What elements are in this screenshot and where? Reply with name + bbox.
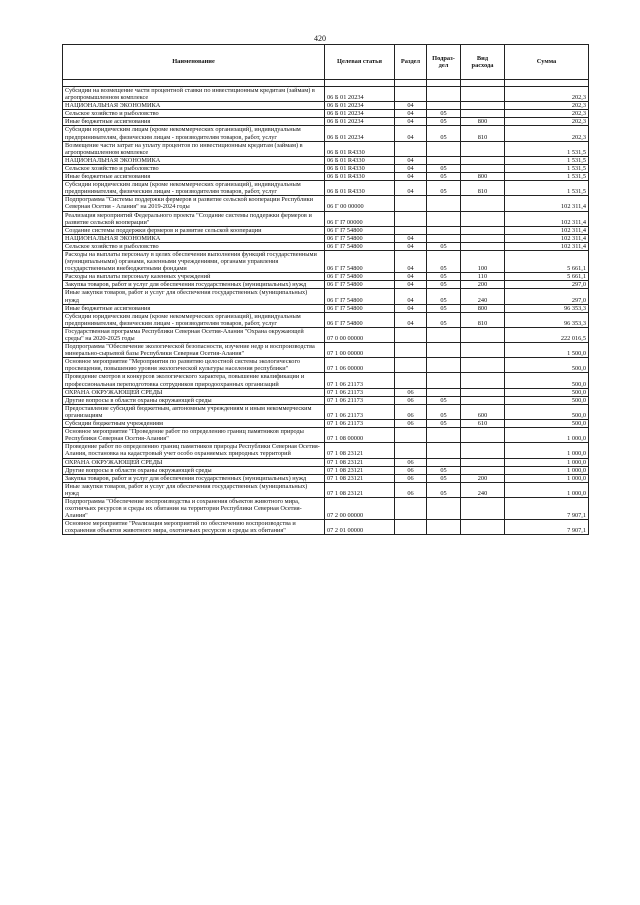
table-row [63, 304, 589, 312]
row-subsection [427, 358, 461, 373]
row-sum: 1 531,5 [505, 181, 589, 196]
row-sum: 5 661,1 [505, 250, 589, 272]
row-type [461, 388, 505, 396]
row-sum: 500,0 [505, 388, 589, 396]
row-section: 04 [395, 281, 427, 289]
row-type [461, 373, 505, 388]
row-sum: 102 311,4 [505, 211, 589, 226]
row-code: 06 Г I7 54800 [325, 250, 395, 272]
row-subsection [427, 156, 461, 164]
row-sum: 1 531,5 [505, 164, 589, 172]
row-sum: 102 311,4 [505, 196, 589, 211]
row-type: 810 [461, 181, 505, 196]
table-row [63, 242, 589, 250]
col-header-subsection: Подраз- дел [427, 45, 461, 80]
row-type [461, 234, 505, 242]
table-row [63, 343, 589, 358]
row-subsection [427, 327, 461, 342]
row-code: 07 1 08 23121 [325, 474, 395, 482]
row-subsection [427, 226, 461, 234]
row-name: Подпрограмма "Обеспечение воспроизводства и сохранения объектов животного мира, охотничьих ресурсов и среды их обитания на территории Республики Северная Осетия-Алания" [63, 497, 325, 519]
row-section [395, 520, 427, 535]
row-name: Закупка товаров, работ и услуг для обеспечения государственных (муниципальных) нужд [63, 474, 325, 482]
row-type [461, 102, 505, 110]
row-sum: 1 000,0 [505, 428, 589, 443]
table-row [63, 181, 589, 196]
col-header-type: Вид расхода [461, 45, 505, 80]
col-header-name: Наименование [63, 45, 325, 80]
row-type: 240 [461, 289, 505, 304]
row-section: 04 [395, 164, 427, 172]
row-section: 04 [395, 181, 427, 196]
row-subsection [427, 102, 461, 110]
row-code: 06 Г I7 00000 [325, 211, 395, 226]
row-type [461, 156, 505, 164]
row-name: Субсидии юридическим лицам (кроме некоммерческих организаций), индивидуальным предпринимателям, физическим лицам - производителям товаров, работ, услуг [63, 181, 325, 196]
table-row [63, 458, 589, 466]
row-name: Государственная программа Республики Северная Осетия-Алания "Охрана окружающей среды" на 2020-2025 годы [63, 327, 325, 342]
row-section [395, 87, 427, 102]
row-sum: 500,0 [505, 358, 589, 373]
header-row [63, 45, 589, 80]
row-code: 07 1 06 21173 [325, 388, 395, 396]
row-sum: 202,3 [505, 118, 589, 126]
table-row [63, 156, 589, 164]
row-type [461, 458, 505, 466]
row-subsection [427, 373, 461, 388]
row-section: 04 [395, 102, 427, 110]
row-section: 04 [395, 250, 427, 272]
row-subsection [427, 388, 461, 396]
row-subsection [427, 343, 461, 358]
row-sum: 7 907,1 [505, 520, 589, 535]
row-name: Создание системы поддержки фермеров и развитие сельской кооперации [63, 226, 325, 234]
row-section: 04 [395, 156, 427, 164]
row-section [395, 428, 427, 443]
row-name: Подпрограмма "Обеспечение экологической безопасности, изучение недр и воспроизводства минерально-сырьевой базы Республики Северная Осетия-Алания" [63, 343, 325, 358]
table-row [63, 420, 589, 428]
row-sum: 297,0 [505, 289, 589, 304]
row-code: 06 Б 01 20234 [325, 87, 395, 102]
row-subsection: 05 [427, 474, 461, 482]
row-name: Иные бюджетные ассигнования [63, 118, 325, 126]
row-subsection [427, 141, 461, 156]
row-name: Сельское хозяйство и рыболовство [63, 164, 325, 172]
row-type [461, 443, 505, 458]
row-code: 07 1 08 23121 [325, 443, 395, 458]
row-type: 110 [461, 273, 505, 281]
row-sum: 1 000,0 [505, 474, 589, 482]
row-code: 06 Г I7 54800 [325, 281, 395, 289]
row-sum: 202,3 [505, 126, 589, 141]
row-type [461, 520, 505, 535]
table-row [63, 474, 589, 482]
table-row [63, 102, 589, 110]
row-name: Иные закупки товаров, работ и услуг для обеспечения государственных (муниципальных) нужд [63, 289, 325, 304]
row-subsection: 05 [427, 482, 461, 497]
table-row [63, 327, 589, 342]
table-row [63, 388, 589, 396]
col-header-section: Раздел [395, 45, 427, 80]
table-row [63, 497, 589, 519]
row-section [395, 497, 427, 519]
row-subsection: 05 [427, 273, 461, 281]
row-code: 07 1 08 00000 [325, 428, 395, 443]
row-section: 04 [395, 110, 427, 118]
row-subsection [427, 520, 461, 535]
row-name: Предоставление субсидий бюджетным, автономным учреждениям и иным некоммерческим организациям [63, 404, 325, 419]
row-section [395, 373, 427, 388]
row-sum: 96 353,3 [505, 312, 589, 327]
row-code: 06 Б 01 20234 [325, 126, 395, 141]
page-number: 420 [314, 34, 326, 43]
row-name: ОХРАНА ОКРУЖАЮЩЕЙ СРЕДЫ [63, 458, 325, 466]
row-type: 100 [461, 250, 505, 272]
row-name: Субсидии на возмещение части процентной ставки по инвестиционным кредитам (займам) в агропромышленном комплексе [63, 87, 325, 102]
row-section [395, 141, 427, 156]
row-sum: 202,3 [505, 110, 589, 118]
row-code: 07 1 06 21173 [325, 396, 395, 404]
row-name: Проведение работ по определению границ памятников природы Республики Северная Осетия-Алания, постановка на кадастровый учет особо охраняемых природных территорий [63, 443, 325, 458]
row-name: Основное мероприятие "Мероприятия по развитию целостной системы экологического просвещения, повышению уровня экологической культуры населения республики" [63, 358, 325, 373]
col-header-sum: Сумма [505, 45, 589, 80]
row-subsection [427, 234, 461, 242]
col-header-code: Целевая статья [325, 45, 395, 80]
row-subsection [427, 428, 461, 443]
row-name: Закупка товаров, работ и услуг для обеспечения государственных (муниципальных) нужд [63, 281, 325, 289]
row-subsection: 05 [427, 289, 461, 304]
row-type [461, 358, 505, 373]
row-type: 810 [461, 126, 505, 141]
row-type: 610 [461, 420, 505, 428]
row-type [461, 327, 505, 342]
row-sum: 5 661,1 [505, 273, 589, 281]
row-sum: 102 311,4 [505, 242, 589, 250]
row-section: 04 [395, 126, 427, 141]
table-row [63, 226, 589, 234]
row-section [395, 327, 427, 342]
table-row [63, 118, 589, 126]
row-subsection [427, 87, 461, 102]
row-type [461, 141, 505, 156]
row-name: Возмещение части затрат на уплату процентов по инвестиционным кредитам (займам) в агропромышленном комплексе [63, 141, 325, 156]
row-name: Расходы на выплаты персоналу в целях обеспечения выполнения функций государственными (муниципальными) органами, казенными учреждениями, органами управления государственными внебюджетными фондами [63, 250, 325, 272]
row-type: 240 [461, 482, 505, 497]
row-section [395, 343, 427, 358]
table-row [63, 373, 589, 388]
table-row [63, 250, 589, 272]
row-sum: 222 016,5 [505, 327, 589, 342]
row-code: 06 Б 01 20234 [325, 118, 395, 126]
row-code: 07 1 06 21173 [325, 420, 395, 428]
row-section [395, 358, 427, 373]
row-type [461, 343, 505, 358]
row-name: Основное мероприятие "Проведение работ по определению границ памятников природы Республики Северная Осетия-Алания" [63, 428, 325, 443]
table-row [63, 196, 589, 211]
row-code: 06 Б 01 20234 [325, 102, 395, 110]
row-type [461, 242, 505, 250]
row-sum: 202,3 [505, 87, 589, 102]
table-row [63, 358, 589, 373]
row-section: 04 [395, 304, 427, 312]
row-name: Иные бюджетные ассигнования [63, 304, 325, 312]
row-sum: 500,0 [505, 420, 589, 428]
row-subsection: 05 [427, 466, 461, 474]
row-subsection: 05 [427, 420, 461, 428]
row-subsection [427, 458, 461, 466]
table-row [63, 273, 589, 281]
row-subsection: 05 [427, 164, 461, 172]
row-sum: 500,0 [505, 404, 589, 419]
row-name: НАЦИОНАЛЬНАЯ ЭКОНОМИКА [63, 156, 325, 164]
row-sum: 1 000,0 [505, 443, 589, 458]
row-type [461, 396, 505, 404]
row-name: Субсидии бюджетным учреждениям [63, 420, 325, 428]
row-type [461, 164, 505, 172]
row-section: 06 [395, 466, 427, 474]
row-code: 06 Б 01 20234 [325, 110, 395, 118]
table-row [63, 211, 589, 226]
row-section: 06 [395, 404, 427, 419]
row-subsection: 05 [427, 312, 461, 327]
row-sum: 7 907,1 [505, 497, 589, 519]
row-subsection: 05 [427, 242, 461, 250]
row-name: Подпрограмма "Системы поддержки фермеров и развитие сельской кооперации Республики Северная Осетия - Алания" на 2019-2024 годы [63, 196, 325, 211]
row-name: Другие вопросы в области охраны окружающей среды [63, 466, 325, 474]
row-code: 06 Г 00 00000 [325, 196, 395, 211]
row-type [461, 497, 505, 519]
row-type [461, 226, 505, 234]
row-subsection: 05 [427, 126, 461, 141]
header-spacer-row [63, 80, 589, 87]
table-row [63, 466, 589, 474]
table-row [63, 482, 589, 497]
row-sum: 500,0 [505, 373, 589, 388]
row-type [461, 428, 505, 443]
row-code: 07 1 08 23121 [325, 466, 395, 474]
row-code: 07 0 00 00000 [325, 327, 395, 342]
row-subsection: 05 [427, 173, 461, 181]
row-name: Сельское хозяйство и рыболовство [63, 110, 325, 118]
budget-table [62, 44, 589, 535]
row-code: 07 1 08 23121 [325, 458, 395, 466]
row-subsection [427, 211, 461, 226]
row-code: 06 Г I7 54800 [325, 273, 395, 281]
row-sum: 202,3 [505, 102, 589, 110]
row-code: 06 Г I7 54800 [325, 226, 395, 234]
row-code: 06 Б 01 R4330 [325, 141, 395, 156]
row-code: 06 Г I7 54800 [325, 234, 395, 242]
row-type: 800 [461, 173, 505, 181]
row-name: НАЦИОНАЛЬНАЯ ЭКОНОМИКА [63, 102, 325, 110]
row-section [395, 211, 427, 226]
table-row [63, 281, 589, 289]
row-sum: 1 000,0 [505, 458, 589, 466]
row-name: Субсидии юридическим лицам (кроме некоммерческих организаций), индивидуальным предпринимателям, физическим лицам - производителям товаров, работ, услуг [63, 126, 325, 141]
row-section: 04 [395, 289, 427, 304]
row-section: 04 [395, 234, 427, 242]
table-row [63, 173, 589, 181]
row-code: 07 1 06 00000 [325, 358, 395, 373]
row-subsection: 05 [427, 281, 461, 289]
row-code: 06 Б 01 R4330 [325, 156, 395, 164]
row-code: 06 Б 01 R4330 [325, 164, 395, 172]
row-subsection: 05 [427, 404, 461, 419]
row-section [395, 443, 427, 458]
row-section: 04 [395, 312, 427, 327]
row-section: 04 [395, 173, 427, 181]
row-section: 06 [395, 474, 427, 482]
row-sum: 1 000,0 [505, 466, 589, 474]
row-sum: 102 311,4 [505, 226, 589, 234]
row-sum: 1 000,0 [505, 482, 589, 497]
row-sum: 1 531,5 [505, 156, 589, 164]
row-type: 800 [461, 304, 505, 312]
row-subsection: 05 [427, 250, 461, 272]
row-section [395, 226, 427, 234]
row-name: Субсидии юридическим лицам (кроме некоммерческих организаций), индивидуальным предпринимателям, физическим лицам - производителям товаров, работ, услуг [63, 312, 325, 327]
row-section: 04 [395, 118, 427, 126]
table-row [63, 404, 589, 419]
row-name: Основное мероприятие "Реализация мероприятий по обеспечению воспроизводства и сохранения объектов животного мира, охотничьих ресурсов и среды их обитания" [63, 520, 325, 535]
row-type [461, 466, 505, 474]
row-name: Иные бюджетные ассигнования [63, 173, 325, 181]
row-code: 07 1 08 23121 [325, 482, 395, 497]
row-name: Расходы на выплаты персоналу казенных учреждений [63, 273, 325, 281]
row-type: 200 [461, 474, 505, 482]
table-row [63, 87, 589, 102]
row-section: 06 [395, 388, 427, 396]
table-row [63, 312, 589, 327]
row-subsection: 05 [427, 110, 461, 118]
row-section: 04 [395, 273, 427, 281]
row-name: ОХРАНА ОКРУЖАЮЩЕЙ СРЕДЫ [63, 388, 325, 396]
row-type [461, 196, 505, 211]
row-code: 06 Г I7 54800 [325, 304, 395, 312]
row-subsection: 05 [427, 181, 461, 196]
row-subsection [427, 497, 461, 519]
row-section: 06 [395, 396, 427, 404]
table-row [63, 396, 589, 404]
row-code: 07 1 06 21173 [325, 373, 395, 388]
row-section: 06 [395, 482, 427, 497]
table-row [63, 428, 589, 443]
row-subsection: 05 [427, 304, 461, 312]
row-type [461, 110, 505, 118]
row-code: 06 Г I7 54800 [325, 242, 395, 250]
row-type: 810 [461, 312, 505, 327]
row-subsection: 05 [427, 396, 461, 404]
row-name: Реализация мероприятий Федерального проекта "Создание системы поддержки фермеров и развитие сельской кооперации" [63, 211, 325, 226]
row-type: 600 [461, 404, 505, 419]
table-row [63, 443, 589, 458]
row-sum: 96 353,3 [505, 304, 589, 312]
row-sum: 102 311,4 [505, 234, 589, 242]
row-code: 07 2 01 00000 [325, 520, 395, 535]
table-row [63, 126, 589, 141]
row-type: 800 [461, 118, 505, 126]
row-code: 07 1 06 21173 [325, 404, 395, 419]
row-section: 06 [395, 458, 427, 466]
row-section: 04 [395, 242, 427, 250]
row-name: Иные закупки товаров, работ и услуг для обеспечения государственных (муниципальных) нужд [63, 482, 325, 497]
row-code: 06 Г I7 54800 [325, 289, 395, 304]
row-name: НАЦИОНАЛЬНАЯ ЭКОНОМИКА [63, 234, 325, 242]
row-type [461, 211, 505, 226]
table-row [63, 289, 589, 304]
row-code: 07 2 00 00000 [325, 497, 395, 519]
row-subsection [427, 443, 461, 458]
row-name: Проведение смотров и конкурсов экологического характера, повышение квалификации и профессиональная переподготовка сотрудников природоохранных организаций [63, 373, 325, 388]
row-type: 200 [461, 281, 505, 289]
row-code: 06 Б 01 R4330 [325, 181, 395, 196]
row-section: 06 [395, 420, 427, 428]
row-sum: 1 531,5 [505, 173, 589, 181]
row-sum: 1 531,5 [505, 141, 589, 156]
row-name: Другие вопросы в области охраны окружающей среды [63, 396, 325, 404]
table-row [63, 234, 589, 242]
table-row [63, 141, 589, 156]
row-name: Сельское хозяйство и рыболовство [63, 242, 325, 250]
row-code: 06 Б 01 R4330 [325, 173, 395, 181]
row-type [461, 87, 505, 102]
row-sum: 500,0 [505, 396, 589, 404]
row-sum: 1 500,0 [505, 343, 589, 358]
row-sum: 297,0 [505, 281, 589, 289]
row-subsection [427, 196, 461, 211]
row-code: 07 1 00 00000 [325, 343, 395, 358]
row-code: 06 Г I7 54800 [325, 312, 395, 327]
table-row [63, 164, 589, 172]
row-section [395, 196, 427, 211]
table-row [63, 110, 589, 118]
table-row [63, 520, 589, 535]
row-subsection: 05 [427, 118, 461, 126]
